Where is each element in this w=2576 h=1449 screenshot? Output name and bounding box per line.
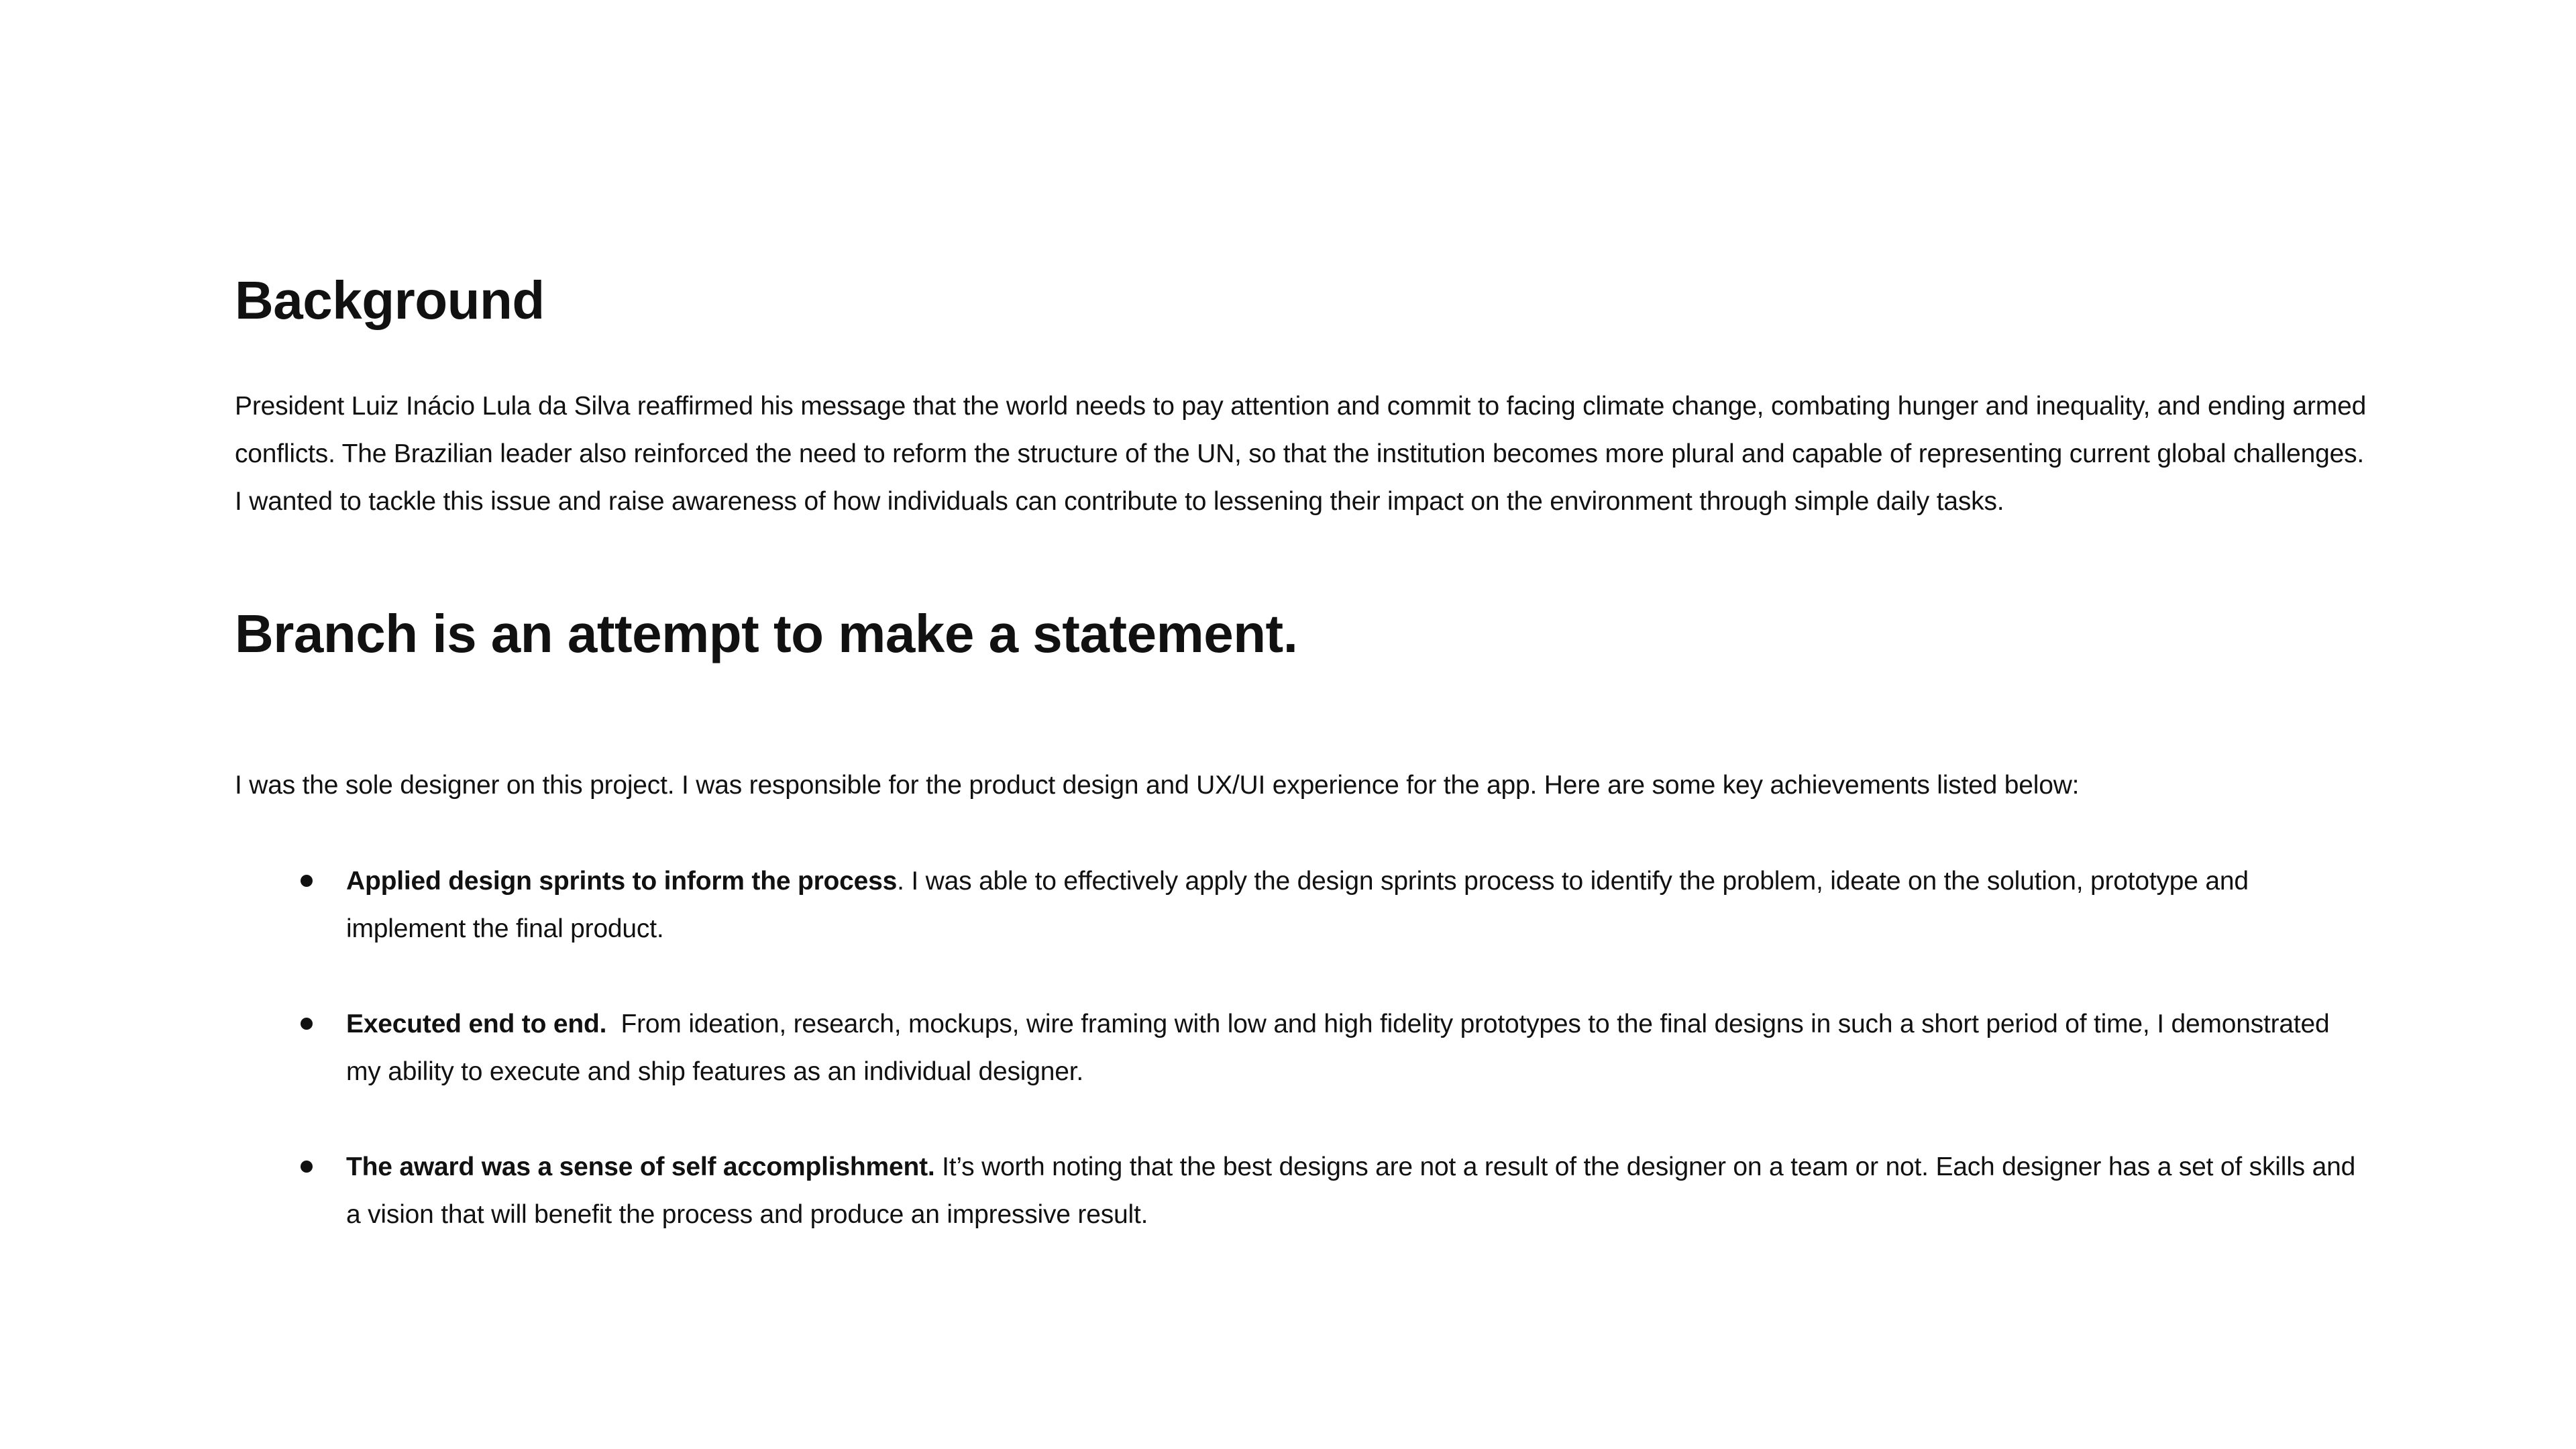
statement-heading: Branch is an attempt to make a statement. xyxy=(235,604,1298,663)
achievements-list xyxy=(235,857,2368,1286)
achievement-title: Executed end to end. xyxy=(346,1010,607,1038)
role-paragraph: I was the sole designer on this project. I was responsible for the product design and UX/UI experience for the app. Here are some key achievements listed below: xyxy=(235,771,2080,800)
bullet-icon xyxy=(301,1018,313,1030)
achievement-item-award xyxy=(235,1143,2359,1238)
background-paragraph: President Luiz Inácio Lula da Silva reaffirmed his message that the world needs to pay attention and commit to facing climate change, combating hunger and inequality, and ending armed conflicts. The Brazilian leader also reinforced the need to reform the structure of the UN, so that the institution becomes more plural and capable of representing current global challenges. I wanted to tackle this issue and raise awareness of how individuals can contribute to lessening their impact on the environment through simple daily tasks. xyxy=(235,392,2367,516)
achievement-title: The award was a sense of self accomplishment. xyxy=(346,1152,935,1181)
achievement-text: From ideation, research, mockups, wire framing with low and high fidelity prototypes to the final designs in such a short period of time, I demonstrated my ability to execute and ship features as an individual designer. xyxy=(346,1010,2337,1086)
document-page xyxy=(235,0,2368,1449)
achievement-text: . I was able to effectively apply the design sprints process to identify the problem, ideate on the solution, prototype and implement the final product. xyxy=(346,867,2249,943)
achievement-item-end-to-end xyxy=(235,1000,2359,1095)
achievement-title: Applied design sprints to inform the process xyxy=(346,867,898,896)
background-heading: Background xyxy=(235,270,545,330)
bullet-icon xyxy=(301,875,313,887)
achievement-item-sprints xyxy=(235,857,2359,953)
bullet-icon xyxy=(301,1161,313,1173)
achievement-text: It’s worth noting that the best designs are not a result of the designer on a team or not. Each designer has a set of skills and a vision that will benefit the process and produce an impressive result. xyxy=(346,1152,2356,1229)
